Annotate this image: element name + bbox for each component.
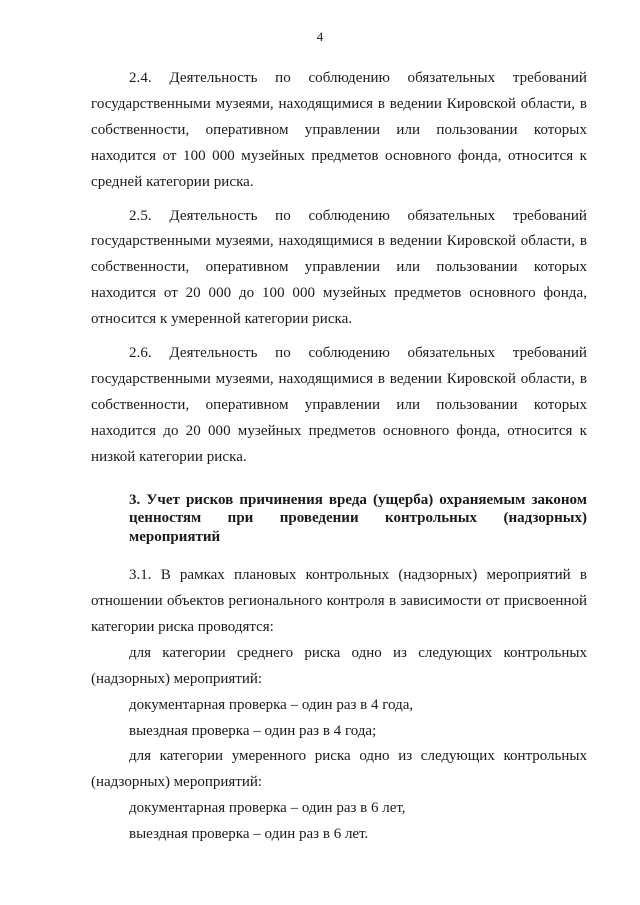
paragraph-2-4: 2.4. Деятельность по соблюдению обязательных требований государственными музеями, находящимися в ведении Кировской области, в собственности, оперативном управлении или пользовании которых находится от 100 000 музейных предметов основного фонда, относится к средней категории риска. — [91, 70, 587, 190]
moderate-risk-text: для категории умеренного риска одно из следующих контрольных (надзорных) мероприятий: — [91, 748, 587, 791]
paragraph-3-1: 3.1. В рамках плановых контрольных (надзорных) мероприятий в отношении объектов регионального контроля в зависимости от присвоенной категории риска проводятся: — [91, 567, 587, 635]
paragraph-2-6: 2.6. Деятельность по соблюдению обязательных требований государственными музеями, находящимися в ведении Кировской области, в собственности, оперативном управлении или пользовании которых находится до 20 000 музейных предметов основного фонда, относится к низкой категории риска. — [91, 345, 587, 465]
moderate-documentary-check: документарная проверка – один раз в 6 лет, — [129, 800, 406, 817]
medium-onsite-check: выездная проверка – один раз в 4 года; — [129, 722, 377, 739]
document-body — [91, 66, 587, 848]
paragraph-2-5: 2.5. Деятельность по соблюдению обязательных требований государственными музеями, находящимися в ведении Кировской области, в собственности, оперативном управлении или пользовании которых находится от 20 000 до 100 000 музейных предметов основного фонда, относится к умеренной категории риска. — [91, 207, 587, 328]
section-heading: 3. Учет рисков причинения вреда (ущерба) охраняемым законом ценностям при проведении контрольных (надзорных) мероприятий — [129, 491, 587, 545]
medium-risk-text: для категории среднего риска одно из следующих контрольных (надзорных) мероприятий: — [91, 644, 587, 687]
page-number: 4 — [316, 29, 324, 44]
moderate-onsite-check: выездная проверка – один раз в 6 лет. — [129, 826, 369, 843]
medium-documentary-check: документарная проверка – один раз в 4 года, — [129, 696, 414, 713]
